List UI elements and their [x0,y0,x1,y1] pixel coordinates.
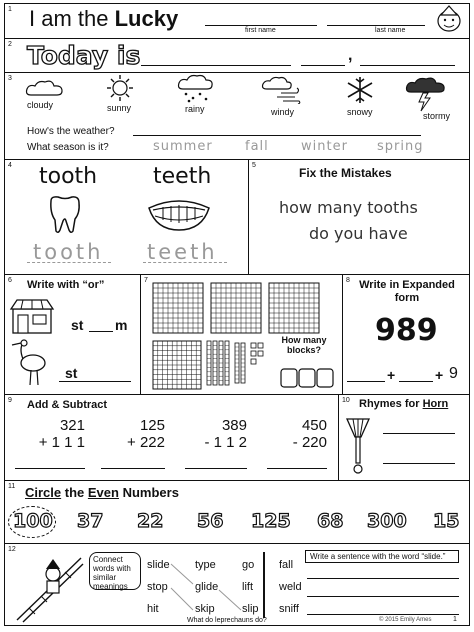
number-option[interactable]: 100 [13,510,53,532]
number-option[interactable]: 68 [317,510,344,532]
store-icon [9,297,55,335]
title-prefix: I am the [29,6,109,31]
problem-1 [15,417,85,469]
trace-line [143,262,227,263]
section-number: 8 [346,277,350,284]
problem-bottom: + 1 1 1 [38,434,85,451]
weather-question: How's the weather? [27,126,115,137]
instructions-bubble: Connect words with similar meanings [89,552,141,590]
season-question: What season is it? [27,142,109,153]
ones-value: 9 [449,365,458,382]
hundred-flat [211,283,261,333]
date-comma: , [348,47,353,64]
problem-bottom: - 220 [292,434,327,451]
season-option-fall[interactable]: fall [245,139,269,154]
mistakes-section [249,160,469,274]
synonyms-row [5,544,469,626]
row-six-seven-eight [5,275,469,395]
teeth-icon [147,198,211,232]
rhymes-title [359,398,448,410]
plurals-section [5,160,249,274]
sentence-prompt: Write a sentence with the word “slide.” [305,550,459,563]
copyright: © 2015 Emily Ames [379,617,432,623]
even-title-numbers: Numbers [122,485,179,500]
season-option-summer[interactable]: summer [153,139,213,154]
word-option[interactable]: slip [242,603,259,615]
number-option[interactable]: 56 [197,510,224,532]
hundred-flat [269,283,319,333]
or-words-section [5,275,141,394]
answer-box[interactable] [317,369,333,387]
unit-cube [251,359,256,364]
word2-start: st [65,365,78,381]
storm-icon [405,76,449,112]
problem-top: 450 [301,417,327,434]
word-option[interactable]: hit [147,603,159,615]
footer-question: What do leprechauns do? [187,617,267,624]
weather-option-stormy[interactable]: stormy [423,111,450,121]
season-option-winter[interactable]: winter [301,139,348,154]
problem-bottom: + 222 [127,434,165,451]
trace-teeth[interactable]: teeth [147,240,218,264]
mistake-sentence-line2: do you have [309,224,408,243]
problem-bottom: - 1 1 2 [204,434,247,451]
section-number: 9 [8,397,12,404]
trace-line [27,262,111,263]
word-option[interactable]: glide [195,581,219,593]
rhymes-title-prefix: Rhymes for [359,398,420,410]
sentence-line[interactable] [307,588,459,597]
problem-4 [267,417,327,469]
word-option[interactable]: skip [195,603,215,615]
even-numbers-row [5,481,469,544]
mistakes-title: Fix the Mistakes [299,166,392,180]
weekday-field[interactable] [141,47,291,66]
number-option[interactable]: 300 [367,510,407,532]
even-title [25,485,179,500]
number-option[interactable]: 37 [77,510,104,532]
word-option[interactable]: fall [279,559,294,571]
answer-box[interactable] [299,369,315,387]
answer-line[interactable] [185,452,247,469]
tens-blank[interactable] [399,369,433,382]
trace-tooth[interactable]: tooth [33,240,104,264]
weather-option-cloudy[interactable]: cloudy [27,100,54,110]
ten-rod [219,341,223,385]
expanded-section [343,275,469,394]
section-number: 12 [8,546,16,553]
section-number: 7 [144,277,148,284]
plurals-row [5,160,469,275]
section-number: 2 [8,41,12,48]
word-option[interactable]: sniff [279,603,299,615]
word1-blank[interactable] [89,319,113,332]
row-nine-ten [5,395,469,481]
hundred-flat [153,283,203,333]
section-number: 3 [8,75,12,82]
first-name-label: first name [245,27,276,34]
sentence-line[interactable] [307,570,459,579]
add-subtract-title: Add & Subtract [27,399,108,411]
section-number: 10 [342,397,350,404]
last-name-field[interactable] [327,10,425,26]
word2-blank[interactable] [59,367,131,382]
weather-option-rainy[interactable]: rainy [185,104,205,114]
hundred-flat [153,341,201,389]
rhymes-word: Horn [422,398,449,410]
even-title-circle: Circle [25,485,62,500]
word-option[interactable]: slide [147,559,170,571]
word-option[interactable]: lift [242,581,253,593]
expanded-title: Write in Expanded form [359,279,455,304]
rain-icon [177,74,213,104]
unit-cube [258,343,263,348]
weather-answer-field[interactable] [133,125,421,136]
problem-top: 125 [139,417,165,434]
tooth-icon [47,195,83,235]
connecting-lines [169,562,245,618]
ten-rod [241,343,245,383]
section-number: 4 [8,162,12,169]
cloud-icon [25,79,65,97]
page-number: 1 [453,616,457,623]
today-label: Today is [27,41,141,70]
number-option[interactable]: 125 [251,510,291,532]
last-name-label: last name [375,27,406,34]
year-field[interactable] [360,47,455,66]
problem-top: 389 [221,417,247,434]
word-option[interactable]: weld [279,581,302,593]
number-option[interactable]: 22 [137,510,164,532]
even-title-even: Even [87,485,119,500]
add-subtract-section [5,395,339,480]
word1-start: st [71,317,84,333]
stork-icon [11,339,53,387]
ten-rod [213,341,217,385]
synonym-col-4 [279,554,302,620]
horn-icon [345,417,371,475]
worksheet [4,3,470,626]
sentence-line[interactable] [307,606,459,615]
word1-end: m [115,317,128,333]
word-option[interactable]: stop [147,581,168,593]
word-option[interactable]: go [242,559,255,571]
plus-sign: + [387,367,396,383]
or-title: Write with “or” [27,279,105,291]
answer-line[interactable] [267,452,327,469]
problem-2 [101,417,165,469]
rhyme-answer-1[interactable] [383,423,455,434]
word-tooth: tooth [39,164,98,189]
sun-icon [103,74,137,102]
weather-row [5,73,469,160]
unit-cube [258,351,263,356]
problem-3 [185,417,247,469]
problem-top: 321 [59,417,85,434]
leprechaun-slide-icon [15,554,85,624]
hundreds-blank[interactable] [347,369,385,382]
first-name-field[interactable] [205,10,317,26]
unit-cube [251,351,256,356]
month-field[interactable] [301,47,345,66]
answer-line[interactable] [15,452,85,469]
ten-rod [235,343,239,383]
section-number: 1 [8,6,12,13]
answer-line[interactable] [101,452,165,469]
leprechaun-icon [433,5,465,35]
rhyme-answer-2[interactable] [383,453,455,464]
season-option-spring[interactable]: spring [377,139,424,154]
ten-rod [225,341,229,385]
word-option[interactable]: type [195,559,216,571]
divider [263,552,265,618]
blocks-question: How many blocks? [281,335,327,355]
unit-cube [251,343,256,348]
mistake-sentence-line1: how many tooths [279,198,418,217]
section-number: 6 [8,277,12,284]
answer-box[interactable] [281,369,297,387]
rhymes-section [339,395,469,480]
plus-sign: + [435,367,444,383]
weather-option-snowy[interactable]: snowy [347,107,373,117]
synonym-col-1 [147,554,170,620]
word-teeth: teeth [153,164,212,189]
expanded-number: 989 [375,313,438,348]
snowflake-icon [345,75,375,105]
page-title [29,6,178,32]
weather-option-sunny[interactable]: sunny [107,103,132,113]
header-row [5,4,469,39]
today-row [5,39,469,73]
section-number: 5 [252,162,256,169]
section-number: 11 [8,483,16,490]
even-title-the: the [64,485,85,500]
wind-icon [261,76,301,104]
ten-rod [207,341,211,385]
blocks-section [141,275,343,394]
number-option[interactable]: 15 [433,510,460,532]
weather-option-windy[interactable]: windy [271,107,295,117]
title-lucky: Lucky [114,6,179,31]
